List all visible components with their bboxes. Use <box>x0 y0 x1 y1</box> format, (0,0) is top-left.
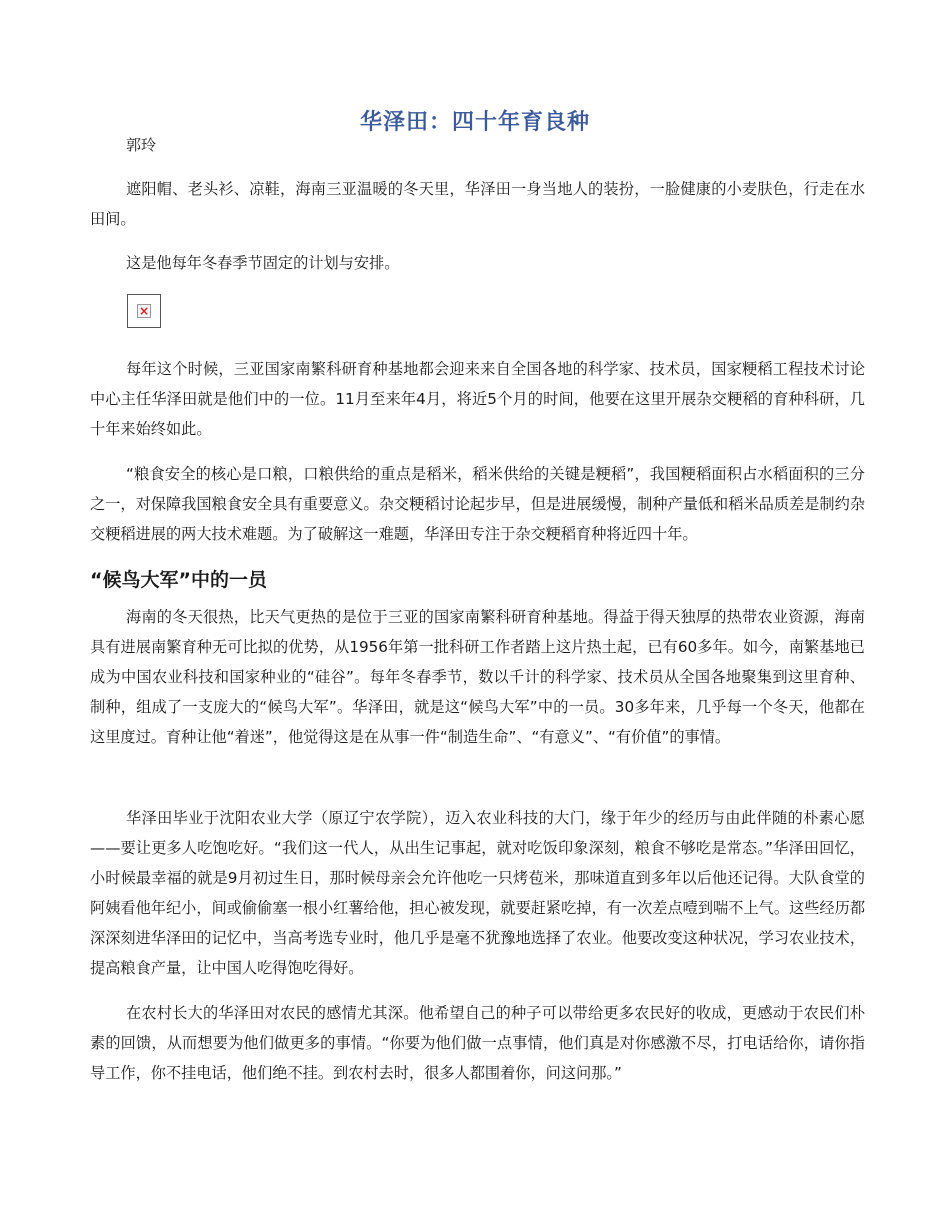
article-title: 华泽田：四十年育良种 <box>359 110 590 135</box>
paragraph-intro-2: 这是他每年冬春季节固定的计划与安排。 <box>126 254 400 272</box>
paragraph-section-1: 海南的冬天很热，比天气更热的是位于三亚的国家南繁科研育种基地。得益于得天独厚的热带农业资源，海南具有进展南繁育种无可比拟的优势，从1956年第一批科研工作者踏上这片热土起，已有60多年。如今，南繁基地已成为中国农业科技和国家种业的“硅谷”。每年冬春季节，数以千计的科学家、技术员从全国各地聚集到这里育种、制种，组成了一支庞大的“候鸟大军”。华泽田，就是这“候鸟大军”中的一员。30多年来，几乎每一个冬天，他都在这里度过。育种让他“着迷”，他觉得这是在从事一件“制造生命”、“有意义”、“有价值”的事情。 <box>90 608 865 746</box>
broken-image-placeholder <box>127 294 161 328</box>
section-heading: “候鸟大军”中的一员 <box>90 569 267 591</box>
paragraph-main-1: 每年这个时候，三亚国家南繁科研育种基地都会迎来来自全国各地的科学家、技术员，国家粳稻工程技术讨论中心主任华泽田就是他们中的一位。11月至来年4月，将近5个月的时间，他要在这里开展杂交粳稻的育种科研，几十年来始终如此。 <box>90 360 865 438</box>
broken-image-icon: × <box>138 304 150 318</box>
paragraph-intro-1: 遮阳帽、老头衫、凉鞋，海南三亚温暖的冬天里，华泽田一身当地人的装扮，一脸健康的小麦肤色，行走在水田间。 <box>90 180 865 228</box>
paragraph-section-3: 在农村长大的华泽田对农民的感情尤其深。他希望自己的种子可以带给更多农民好的收成，更感动于农民们朴素的回馈，从而想要为他们做更多的事情。“你要为他们做一点事情，他们真是对你感激不尽，打电话给你，请你指导工作，你不挂电话，他们绝不挂。到农村去时，很多人都围着你，问这问那。” <box>90 1004 865 1082</box>
paragraph-section-2: 华泽田毕业于沈阳农业大学（原辽宁农学院），迈入农业科技的大门，缘于年少的经历与由此伴随的朴素心愿——要让更多人吃饱吃好。“我们这一代人，从出生记事起，就对吃饭印象深刻，粮食不够吃是常态。”华泽田回忆，小时候最幸福的就是9月初过生日，那时候母亲会允许他吃一只烤苞米，那味道直到多年以后他还记得。大队食堂的阿姨看他年纪小，间或偷偷塞一根小红薯给他，担心被发现，就要赶紧吃掉，有一次差点噎到喘不上气。这些经历都深深刻进华泽田的记忆中，当高考选专业时，他几乎是毫不犹豫地选择了农业。他要改变这种状况，学习农业技术，提高粮食产量，让中国人吃得饱吃得好。 <box>90 809 865 977</box>
article-author: 郭玲 <box>126 136 157 154</box>
paragraph-main-2: “粮食安全的核心是口粮，口粮供给的重点是稻米，稻米供给的关键是粳稻”，我国粳稻面积占水稻面积的三分之一，对保障我国粮食安全具有重要意义。杂交粳稻讨论起步早，但是进展缓慢，制种产量低和稻米品质差是制约杂交粳稻进展的两大技术难题。为了破解这一难题，华泽田专注于杂交粳稻育种将近四十年。 <box>90 465 865 543</box>
